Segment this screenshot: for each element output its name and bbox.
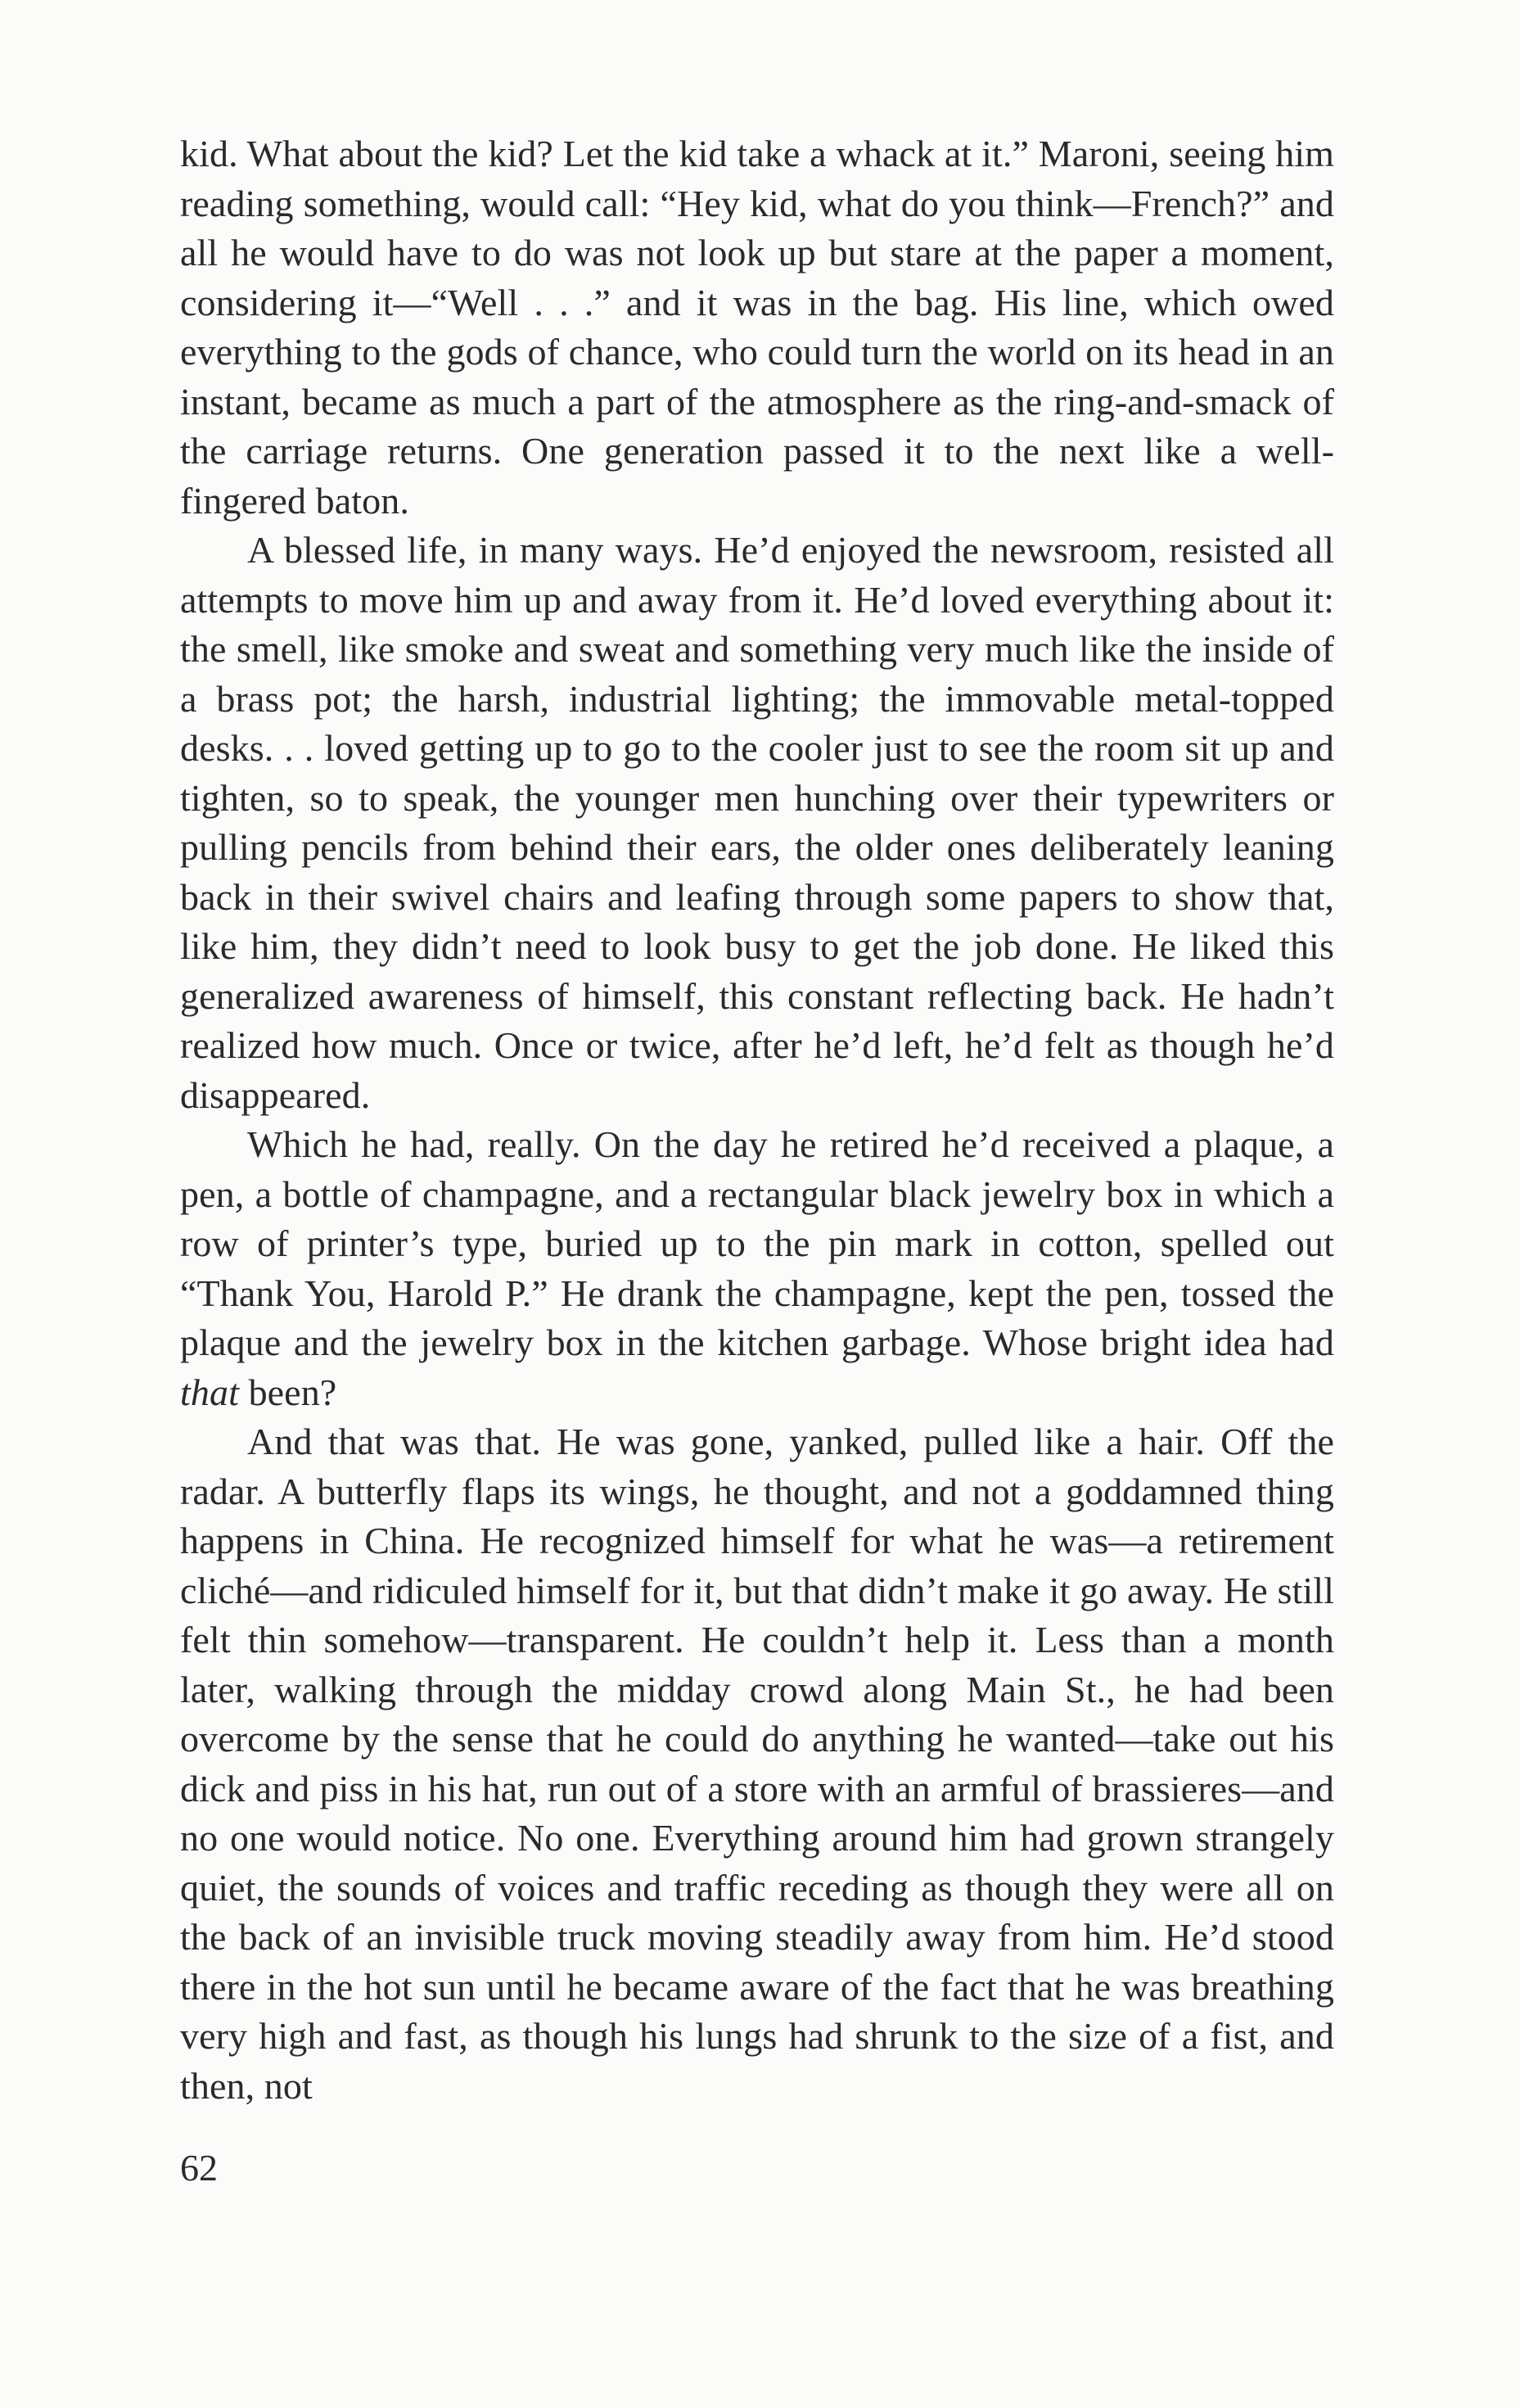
body-text [180, 129, 1334, 2111]
page-number: 62 [180, 2147, 218, 2189]
paragraph-3-emphasis: that [180, 1371, 239, 1413]
paragraph-2: A blessed life, in many ways. He’d enjoyed the newsroom, resisted all attempts to move him up and away from it. He’d loved everything about it: the smell, like smoke and sweat and something very much like the inside of a brass pot; the harsh, industrial lighting; the immovable metal-topped desks. . . loved getting up to go to the cooler just to see the room sit up and tighten, so to speak, the younger men hunching over their typewriters or pulling pencils from behind their ears, the older ones deliberately leaning back in their swivel chairs and leafing through some papers to show that, like him, they didn’t need to look busy to get the job done. He liked this generalized awareness of himself, this constant reflecting back. He hadn’t realized how much. Once or twice, after he’d left, he’d felt as though he’d disappeared. [180, 529, 1334, 1116]
paragraph-3-text-before: Which he had, really. On the day he retired he’d received a plaque, a pen, a bottle of champagne, and a rectangular black jewelry box in which a row of printer’s type, buried up to the pin mark in cotton, spelled out “Thank You, Harold P.” He drank the champagne, kept the pen, tossed the plaque and the jewelry box in the kitchen garbage. Whose bright idea had [180, 1123, 1334, 1363]
paragraph-1: kid. What about the kid? Let the kid take a whack at it.” Maroni, seeing him reading something, would call: “Hey kid, what do you think—French?” and all he would have to do was not look up but stare at the paper a moment, considering it—“Well . . .” and it was in the bag. His line, which owed everything to the gods of chance, who could turn the world on its head in an instant, became as much a part of the atmosphere as the ring-and-smack of the carriage returns. One generation passed it to the next like a well-fingered baton. [180, 133, 1334, 522]
paragraph-3-text-after: been? [238, 1371, 337, 1413]
paragraph-4: And that was that. He was gone, yanked, pulled like a hair. Off the radar. A butterfly flaps its wings, he thought, and not a goddamned thing happens in China. He recognized himself for what he was—a retirement cliché—and ridiculed himself for it, but that didn’t make it go away. He still felt thin somehow—transparent. He couldn’t help it. Less than a month later, walking through the midday crowd along Main St., he had been overcome by the sense that he could do anything he wanted—take out his dick and piss in his hat, run out of a store with an armful of brassieres—and no one would notice. No one. Everything around him had grown strangely quiet, the sounds of voices and traffic receding as though they were all on the back of an invisible truck moving steadily away from him. He’d stood there in the hot sun until he became aware of the fact that he was breathing very high and fast, as though his lungs had shrunk to the size of a fist, and then, not [180, 1421, 1334, 2107]
paragraph-3 [180, 1120, 1334, 1417]
